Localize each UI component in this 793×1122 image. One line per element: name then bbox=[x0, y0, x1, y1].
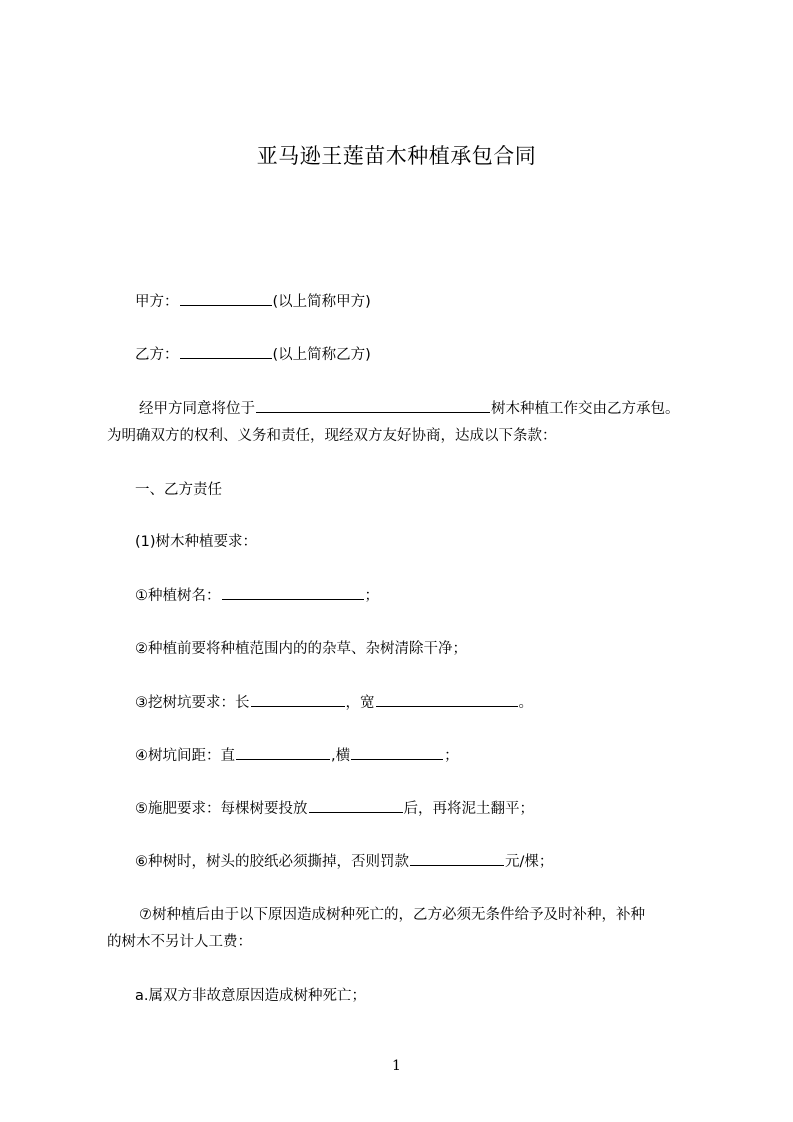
item-6-suffix: 元/棵； bbox=[505, 854, 554, 870]
party-a-line bbox=[135, 291, 371, 312]
fertilizer-blank[interactable] bbox=[309, 798, 403, 813]
item-5-prefix: ⑤施肥要求：每棵树要投放 bbox=[135, 801, 308, 817]
party-a-suffix: (以上简称甲方) bbox=[272, 294, 371, 310]
item-5-line bbox=[135, 798, 534, 819]
item-7-line-1: ⑦树种植后由于以下原因造成树种死亡的，乙方必须无条件给予及时补种，补种 bbox=[139, 907, 645, 923]
item-6-line bbox=[135, 851, 553, 872]
party-b-line bbox=[135, 344, 371, 365]
page-number: 1 bbox=[392, 1058, 401, 1074]
item-2-line: ②种植前要将种植范围内的的杂草、杂树清除干净； bbox=[135, 641, 467, 657]
item-3-line bbox=[135, 692, 533, 713]
item-3-mid: ，宽 bbox=[345, 695, 375, 711]
item-7-line-2: 的树木不另计人工费： bbox=[107, 934, 252, 950]
item-1-prefix: ①种植树名： bbox=[135, 588, 221, 604]
intro-suffix: 树木种植工作交由乙方承包。 bbox=[491, 401, 680, 417]
section-heading-1: 一、乙方责任 bbox=[135, 482, 222, 498]
document-title: 亚马逊王莲苗木种植承包合同 bbox=[256, 144, 537, 168]
party-b-label: 乙方： bbox=[135, 347, 179, 363]
item-3-prefix: ③挖树坑要求：长 bbox=[135, 695, 250, 711]
tree-name-blank[interactable] bbox=[222, 585, 364, 600]
location-blank[interactable] bbox=[256, 398, 490, 413]
fine-amount-blank[interactable] bbox=[410, 851, 504, 866]
spacing-vertical-blank[interactable] bbox=[236, 745, 330, 760]
item-1-suffix: ； bbox=[364, 588, 379, 604]
subsection-heading-1: (1)树木种植要求： bbox=[135, 534, 258, 550]
item-4-mid: ,横 bbox=[331, 748, 351, 764]
pit-width-blank[interactable] bbox=[376, 692, 518, 707]
party-a-label: 甲方： bbox=[135, 294, 179, 310]
item-4-prefix: ④树坑间距：直 bbox=[135, 748, 235, 764]
intro-prefix: 经甲方同意将位于 bbox=[139, 401, 255, 417]
item-1-line bbox=[135, 585, 379, 606]
item-3-suffix: 。 bbox=[518, 695, 533, 711]
spacing-horizontal-blank[interactable] bbox=[351, 745, 443, 760]
item-4-suffix: ； bbox=[444, 748, 459, 764]
item-6-prefix: ⑥种树时，树头的胶纸必须撕掉，否则罚款 bbox=[135, 854, 409, 870]
intro-line-2: 为明确双方的权利、义务和责任，现经双方友好协商，达成以下条款： bbox=[107, 428, 557, 444]
item-a-line: a.属双方非故意原因造成树种死亡； bbox=[135, 988, 366, 1004]
party-b-suffix: (以上简称乙方) bbox=[272, 347, 371, 363]
intro-line-1 bbox=[139, 398, 680, 419]
pit-length-blank[interactable] bbox=[251, 692, 345, 707]
item-5-suffix: 后，再将泥土翻平； bbox=[403, 801, 534, 817]
item-4-line bbox=[135, 745, 459, 766]
party-a-blank[interactable] bbox=[180, 291, 272, 306]
party-b-blank[interactable] bbox=[180, 344, 272, 359]
